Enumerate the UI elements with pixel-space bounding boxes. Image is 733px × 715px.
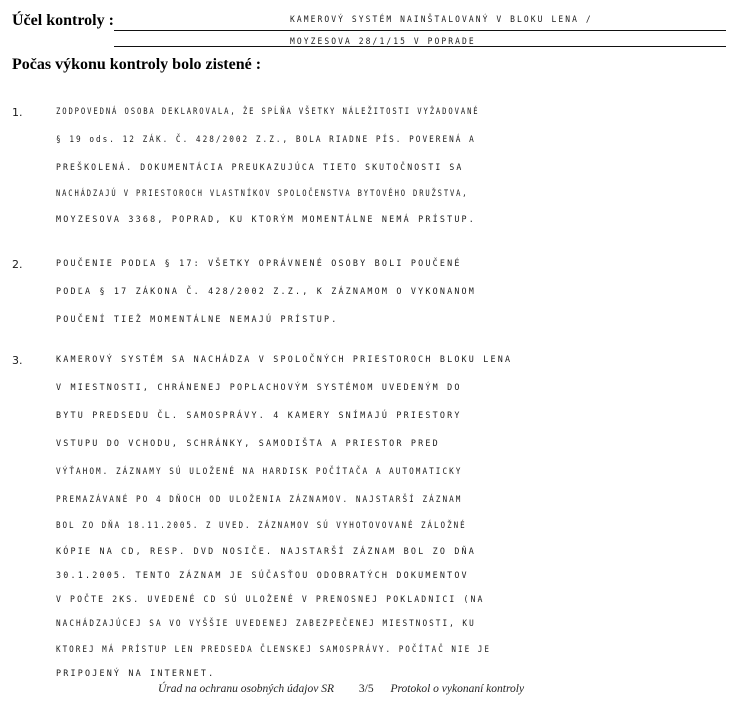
finding-2-line-1: POUČENIE PODĽA § 17: VŠETKY OPRÁVNENÉ OSOBY BOLI POUČENÉ — [56, 258, 462, 268]
finding-1-line-4: NACHÁDZAJÚ V PRIESTOROCH VLASTNÍKOV SPOLOČENSTVA BYTOVÉHO DRUŽSTVA, — [56, 188, 469, 198]
finding-2-line-3: POUČENÍ TIEŽ MOMENTÁLNE NEMAJÚ PRÍSTUP. — [56, 314, 339, 324]
footer-office: Úrad na ochranu osobných údajov SR — [158, 683, 334, 695]
finding-3-line-7: BOL ZO DŇA 18.11.2005. Z UVED. ZÁZNAMOV SÚ VYHOTOVOVANÉ ZÁLOŽNÉ — [56, 520, 467, 530]
finding-3-line-9: 30.1.2005. TENTO ZÁZNAM JE SÚČASŤOU ODOBRATÝCH DOKUMENTOV — [56, 570, 469, 580]
page-footer — [158, 683, 524, 695]
purpose-text-line-1: KAMEROVÝ SYSTÉM NAINŠTALOVANÝ V BLOKU LENA / — [290, 14, 593, 24]
finding-1-line-2: § 19 ods. 12 ZÁK. Č. 428/2002 Z.Z., BOLA RIADNE PÍS. POVERENÁ A — [56, 134, 476, 144]
finding-3-line-8: KÓPIE NA CD, RESP. DVD NOSIČE. NAJSTARŠÍ ZÁZNAM BOL ZO DŇA — [56, 546, 477, 556]
purpose-label: Účel kontroly : — [12, 12, 114, 29]
finding-3-line-3: BYTU PREDSEDU ČL. SAMOSPRÁVY. 4 KAMERY SNÍMAJÚ PRIESTORY — [56, 410, 462, 420]
purpose-text-line-2: MOYZESOVA 28/1/15 V POPRADE — [290, 36, 476, 46]
finding-3-line-4: VSTUPU DO VCHODU, SCHRÁNKY, SAMODIŠTA A PRIESTOR PRED — [56, 438, 440, 448]
finding-1-line-1: ZODPOVEDNÁ OSOBA DEKLAROVALA, ŽE SPĹŇA VŠETKY NÁLEŽITOSTI VYŽADOVANÉ — [56, 106, 480, 116]
purpose-underline-2 — [114, 46, 726, 47]
finding-3-line-10: V POČTE 2KS. UVEDENÉ CD SÚ ULOŽENÉ V PRENOSNEJ POKLADNICI (NA — [56, 594, 485, 604]
finding-2-number: 2. — [12, 258, 23, 271]
finding-1-number: 1. — [12, 106, 23, 119]
finding-1-line-5: MOYZESOVA 3368, POPRAD, KU KTORÝM MOMENTÁLNE NEMÁ PRÍSTUP. — [56, 214, 477, 224]
finding-3-line-13: PRIPOJENÝ NA INTERNET. — [56, 668, 216, 678]
finding-1-line-3: PREŠKOLENÁ. DOKUMENTÁCIA PREUKAZUJÚCA TIETO SKUTOČNOSTI SA — [56, 162, 464, 172]
finding-3-line-5: VÝŤAHOM. ZÁZNAMY SÚ ULOŽENÉ NA HARDISK POČÍTAČA A AUTOMATICKY — [56, 466, 463, 476]
footer-doc-title: Protokol o vykonaní kontroly — [390, 683, 525, 695]
finding-3-line-12: KTOREJ MÁ PRÍSTUP LEN PREDSEDA ČLENSKEJ SAMOSPRÁVY. POČÍTAČ NIE JE — [56, 644, 491, 654]
purpose-underline-1 — [114, 30, 726, 31]
finding-3-number: 3. — [12, 354, 23, 367]
finding-3-line-11: NACHÁDZAJÚCEJ SA VO VYŠŠIE UVEDENEJ ZABEZPEČENEJ MIESTNOSTI, KU — [56, 618, 476, 628]
finding-3-line-1: KAMEROVÝ SYSTÉM SA NACHÁDZA V SPOLOČNÝCH PRIESTOROCH BLOKU LENA — [56, 354, 513, 364]
findings-label: Počas výkonu kontroly bolo zistené : — [12, 56, 262, 73]
finding-3-line-2: V MIESTNOSTI, CHRÁNENEJ POPLACHOVÝM SYSTÉMOM UVEDENÝM DO — [56, 382, 462, 392]
footer-page-number: 3/5 — [358, 683, 374, 695]
finding-3-line-6: PREMAZÁVANÉ PO 4 DŇOCH OD ULOŽENIA ZÁZNAMOV. NAJSTARŠÍ ZÁZNAM — [56, 494, 463, 504]
finding-2-line-2: PODĽA § 17 ZÁKONA Č. 428/2002 Z.Z., K ZÁZNAMOM O VYKONANOM — [56, 286, 477, 296]
